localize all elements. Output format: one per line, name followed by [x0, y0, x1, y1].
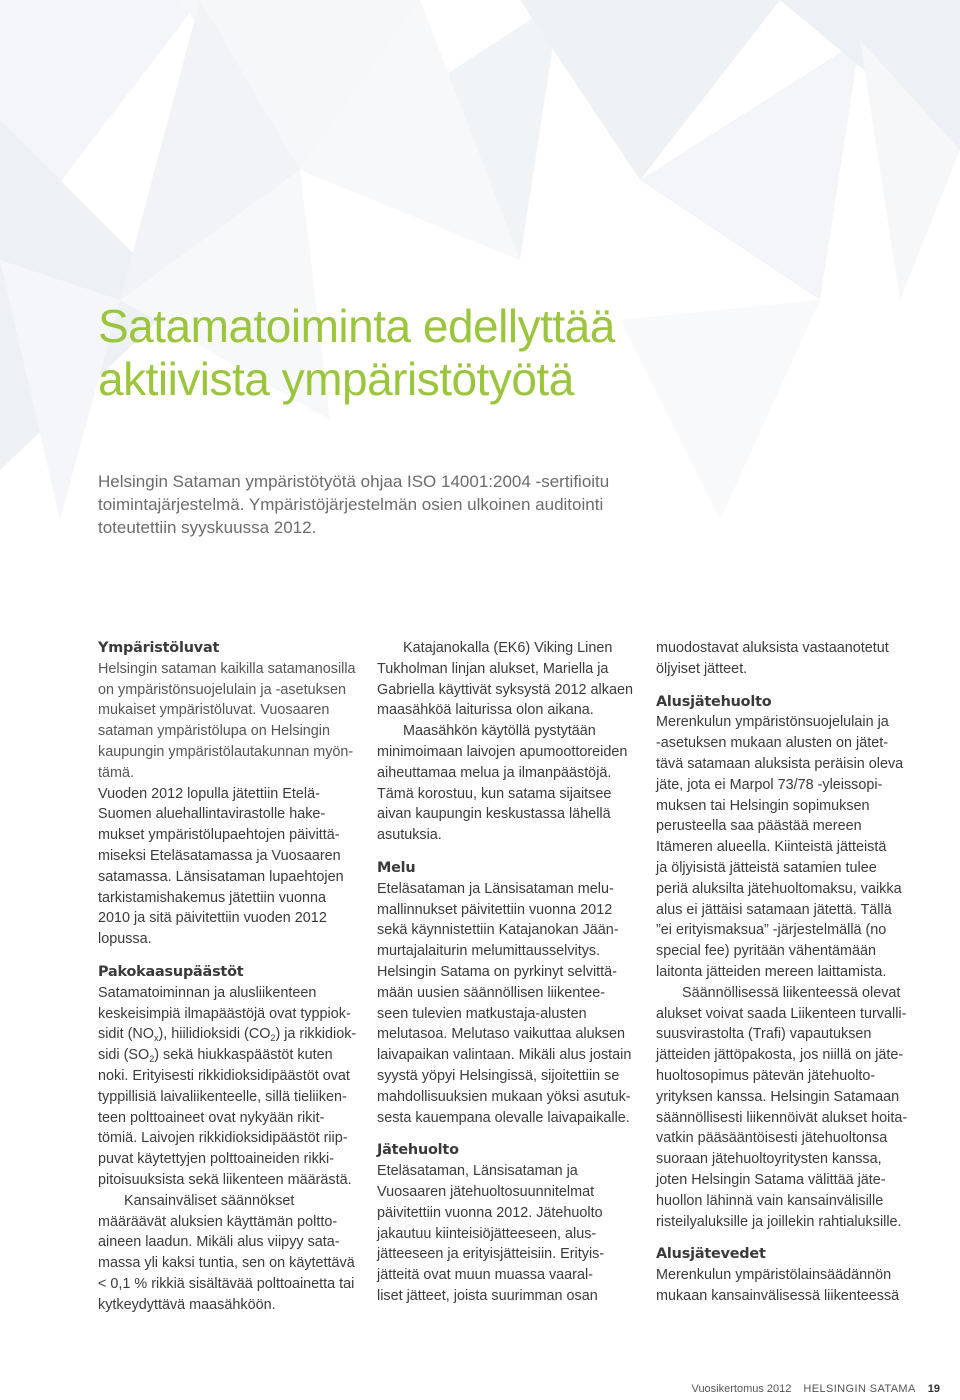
text-line: noki. Erityisesti rikkidioksidipäästöt ovat [98, 1067, 350, 1084]
text-line: ja öljyisistä jätteistä satamien tulee [656, 859, 877, 876]
text-line: maasähköä laiturissa olon aikana. [377, 702, 594, 719]
text-line: mukaiset ympäristöluvat. Vuosaaren [98, 702, 330, 719]
text-line: jätteiden jättöpakosta, jos niillä on jäte- [656, 1047, 904, 1064]
text-line: mukset ympäristölupaehtojen päivittä- [98, 827, 340, 844]
text-line: säännöllisesti liikennöivät alukset hoita- [656, 1109, 908, 1126]
text-line: muksen tai Helsingin sopimuksen [656, 797, 870, 814]
text-line: minimoimaan laivojen apumoottoreiden [377, 743, 628, 760]
text-line-emissions [98, 1045, 360, 1066]
page-footer [691, 1382, 940, 1396]
text-line: Merenkulun ympäristölainsäädännön [656, 1267, 892, 1284]
text-line: suusvirastolta (Trafi) vapautuksen [656, 1026, 872, 1043]
text-line: kytkeydyttävä maasähköön. [98, 1296, 276, 1313]
text-fragment: ) sekä hiukkaspäästöt kuten [154, 1047, 333, 1064]
text-line: < 0,1 % rikkiä sisältävää polttoainetta tai [98, 1275, 355, 1292]
footer-report-title: Vuosikertomus 2012 [691, 1383, 792, 1395]
text-line: öljyiset jätteet. [656, 660, 748, 677]
text-line-emissions [98, 1024, 360, 1045]
text-line: aiheuttamaa melua ja ilmanpäästöjä. [377, 764, 612, 781]
intro-paragraph [98, 470, 658, 539]
text-line: jakautuu kiinteisiöjätteeseen, alus- [377, 1225, 597, 1242]
text-line: satamassa. Länsisataman lupaehtojen [98, 868, 344, 885]
subscript: 2 [149, 1054, 155, 1065]
text-line: jätteitä ovat muun muassa vaaral- [377, 1267, 593, 1284]
text-line: mään uusien säännöllisen liikentee- [377, 984, 605, 1001]
text-line: Maasähkön käytöllä pystytään [403, 723, 596, 740]
text-line: Itämeren alueella. Kiinteistä jätteistä [656, 839, 887, 856]
text-line: Helsingin sataman kaikilla satamanosilla [98, 660, 356, 677]
text-line: 2010 ja sitä päivitettiin vuoden 2012 [98, 910, 327, 927]
text-line: mallinnukset päivitettiin vuonna 2012 [377, 901, 613, 918]
text-line: special fee) pyritään vähentämään [656, 943, 876, 960]
text-line: teen polttoaineet ovat nykyään rikit- [98, 1109, 325, 1126]
page-title-line-1: Satamatoiminta edellyttää [98, 300, 615, 352]
text-line: sekä käynnistettiin Katajanokan Jään- [377, 922, 619, 939]
column-1 [98, 638, 360, 1316]
text-line: Suomen aluehallintavirastolle hake- [98, 806, 326, 823]
column-3 [656, 638, 918, 1307]
text-line: tarkistamishakemus jätettiin vuonna [98, 889, 326, 906]
text-line: kaupungin ympäristölautakunnan myön- [98, 743, 354, 760]
text-line: joten Helsingin Satama välittää jäte- [656, 1171, 886, 1188]
heading-alusjatevedet: Alusjätevedet [656, 1246, 766, 1263]
text-line: melutasoa. Melutaso vaikuttaa aluksen [377, 1026, 625, 1043]
heading-alusjatehuolto: Alusjätehuolto [656, 693, 772, 710]
text-line: miseksi Eteläsatamassa ja Vuosaaren [98, 847, 341, 864]
text-line: tävä satamaan aluksista peräisin oleva [656, 755, 904, 772]
text-line: puvat käytettyjen polttoaineiden rikki- [98, 1151, 334, 1168]
text-line: Vuosaaren jätehuoltosuunnitelmat [377, 1183, 595, 1200]
text-line: Satamatoiminnan ja alusliikenteen [98, 984, 317, 1001]
column-2 [377, 638, 639, 1307]
text-line: aineen laadun. Mikäli alus viipyy sata- [98, 1234, 340, 1251]
text-line: risteilyaluksille ja joillekin rahtialuksille. [656, 1213, 902, 1230]
text-line: Merenkulun ympäristönsuojelulain ja [656, 714, 889, 731]
subscript: 2 [270, 1033, 276, 1044]
text-line: jäte, jota ei Marpol 73/78 -yleissopi- [656, 776, 883, 793]
text-line: keskeisimpiä ilmapäästöjä ovat typpiok- [98, 1005, 351, 1022]
text-line: Tämä korostuu, kun satama sijaitsee [377, 785, 612, 802]
intro-line: toteutettiin syyskuussa 2012. [98, 518, 317, 537]
text-line: Säännöllisessä liikenteessä olevat [682, 984, 901, 1001]
text-line: laitonta jätteiden mereen laittamista. [656, 963, 887, 980]
text-line: muodostavat aluksista vastaanotetut [656, 640, 889, 656]
text-line: päivitettiin vuonna 2012. Jätehuolto [377, 1204, 603, 1221]
text-line: Tukholman linjan alukset, Mariella ja [377, 660, 609, 677]
text-line: vatkin pääsääntöisesti jätehuoltonsa [656, 1130, 888, 1147]
text-line: tömiä. Laivojen rikkidioksidipäästöt riip- [98, 1130, 348, 1147]
text-line: Vuoden 2012 lopulla jätettiin Etelä- [98, 785, 320, 802]
text-line: yrityksen kanssa. Helsingin Satamaan [656, 1088, 900, 1105]
text-line: perusteella saa päästää mereen [656, 818, 862, 835]
text-fragment: sidit (NO [98, 1026, 154, 1043]
page-number: 19 [927, 1383, 940, 1395]
text-line: tämä. [98, 764, 134, 781]
text-line: sataman ympäristölupa on Helsingin [98, 723, 330, 740]
text-line: seen tulevien matkustaja-alusten [377, 1005, 587, 1022]
text-fragment: ), hiilidioksidi (CO [158, 1026, 271, 1043]
text-line: Eteläsataman, Länsisataman ja [377, 1163, 578, 1180]
text-line: pitoisuuksista sekä liikenteen määrästä. [98, 1171, 352, 1188]
text-line: alus ei jättäisi satamaan jätettä. Tällä [656, 901, 892, 918]
text-line: periä aluksilta jätehuoltomaksu, vaikka [656, 880, 902, 897]
intro-line: Helsingin Sataman ympäristötyötä ohjaa ISO 14001:2004 -sertifioitu [98, 472, 610, 491]
text-line: liset jätteet, joista suurimman osan [377, 1287, 598, 1304]
text-line: huollon lähinnä vain kansainvälisille [656, 1192, 884, 1209]
text-line: huoltosopimus pätevän jätehuolto- [656, 1067, 876, 1084]
text-line: Katajanokalla (EK6) Viking Linen [403, 640, 613, 656]
text-line: suoraan jätehuoltoyritysten kanssa, [656, 1151, 882, 1168]
text-line: mahdollisuuksien mukaan yöksi asutuk- [377, 1088, 631, 1105]
heading-pakokaasupaastot: Pakokaasupäästöt [98, 963, 244, 980]
text-line: -asetuksen mukaan alusten on jätet- [656, 735, 888, 752]
text-fragment: ) ja rikkidiok- [275, 1026, 357, 1043]
text-line: murtajalaiturin melumittausselvitys. [377, 943, 601, 960]
text-line: asutuksia. [377, 827, 442, 844]
intro-line: toimintajärjestelmä. Ympäristöjärjestelmän osien ulkoinen auditointi [98, 495, 604, 514]
heading-melu: Melu [377, 859, 416, 876]
text-line: määräävät aluksien käyttämän poltto- [98, 1213, 338, 1230]
text-line: aivan kaupungin keskustassa lähellä [377, 806, 611, 823]
footer-brand: HELSINGIN SATAMA [803, 1383, 916, 1395]
text-line: jätteeseen ja erityisjätteisiin. Erityis- [377, 1246, 605, 1263]
heading-jatehuolto: Jätehuolto [377, 1142, 459, 1159]
text-line: alukset voivat saada Liikenteen turvalli- [656, 1005, 907, 1022]
text-line: on ympäristönsuojelulain ja -asetuksen [98, 681, 346, 698]
text-line: sesta kauempana olevalle laivapaikalle. [377, 1109, 630, 1126]
text-line: Kansainväliset säännökset [124, 1192, 295, 1209]
text-line: Eteläsataman ja Länsisataman melu- [377, 880, 614, 897]
text-line: typpillisiä laivaliikenteelle, sillä tieliiken- [98, 1088, 347, 1105]
text-line: lopussa. [98, 931, 152, 948]
text-line: syystä yöpyi Helsingissä, sijoitettiin se [377, 1067, 620, 1084]
text-line: massa yli kaksi tuntia, sen on käytettävä [98, 1255, 355, 1272]
text-line: Gabriella käyttivät syksystä 2012 alkaen [377, 681, 633, 698]
subscript: x [153, 1033, 159, 1044]
text-line: Helsingin Satama on pyrkinyt selvittä- [377, 963, 617, 980]
text-line: ”ei erityismaksua” -järjestelmällä (no [656, 922, 887, 939]
page-title-line-2: aktiivista ympäristötyötä [98, 353, 574, 405]
page-title [98, 300, 858, 406]
text-fragment: sidi (SO [98, 1047, 150, 1064]
heading-ymparistoluvat: Ympäristöluvat [98, 640, 220, 656]
text-line: mukaan kansainvälisessä liikenteessä [656, 1287, 900, 1304]
text-line: laivapaikan valintaan. Mikäli alus jostain [377, 1047, 632, 1064]
